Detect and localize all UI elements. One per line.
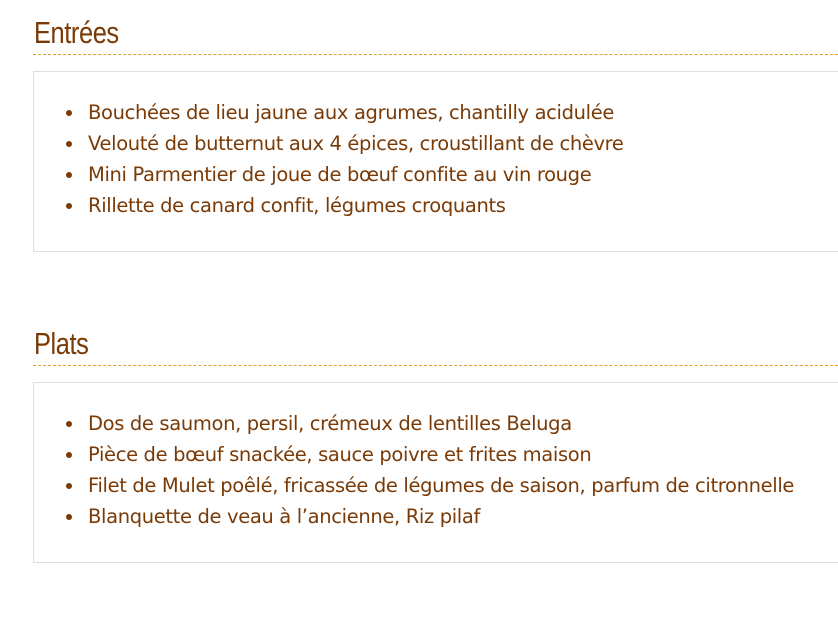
dish-item bbox=[66, 190, 624, 221]
dish-label: Dos de saumon, persil, crémeux de lentilles Beluga bbox=[88, 412, 572, 435]
dish-item bbox=[66, 470, 794, 501]
section-title-plats: Plats bbox=[34, 326, 89, 361]
bullet-icon bbox=[66, 141, 72, 147]
bullet-icon bbox=[66, 452, 72, 458]
bullet-icon bbox=[66, 421, 72, 427]
section-divider bbox=[33, 54, 838, 55]
bullet-icon bbox=[66, 110, 72, 116]
dish-item bbox=[66, 501, 794, 532]
dish-label: Bouchées de lieu jaune aux agrumes, chantilly acidulée bbox=[88, 101, 615, 124]
bullet-icon bbox=[66, 203, 72, 209]
dish-item bbox=[66, 159, 624, 190]
section-divider bbox=[33, 365, 838, 366]
bullet-icon bbox=[66, 483, 72, 489]
dish-label: Velouté de butternut aux 4 épices, croustillant de chèvre bbox=[88, 132, 624, 155]
bullet-icon bbox=[66, 172, 72, 178]
menu-card-plats bbox=[33, 382, 838, 563]
dish-label: Mini Parmentier de joue de bœuf confite au vin rouge bbox=[88, 163, 592, 186]
dish-label: Pièce de bœuf snackée, sauce poivre et frites maison bbox=[88, 443, 592, 466]
dish-item bbox=[66, 97, 624, 128]
dish-label: Blanquette de veau à l’ancienne, Riz pilaf bbox=[88, 505, 480, 528]
bullet-icon bbox=[66, 514, 72, 520]
section-title-entrees: Entrées bbox=[34, 15, 119, 50]
dish-item bbox=[66, 128, 624, 159]
dish-label: Rillette de canard confit, légumes croquants bbox=[88, 194, 506, 217]
menu-card-entrees bbox=[33, 71, 838, 252]
dish-item bbox=[66, 439, 794, 470]
dish-item bbox=[66, 408, 794, 439]
dish-list-entrees bbox=[66, 97, 624, 221]
dish-list-plats bbox=[66, 408, 794, 532]
dish-label: Filet de Mulet poêlé, fricassée de légumes de saison, parfum de citronnelle bbox=[88, 474, 795, 497]
